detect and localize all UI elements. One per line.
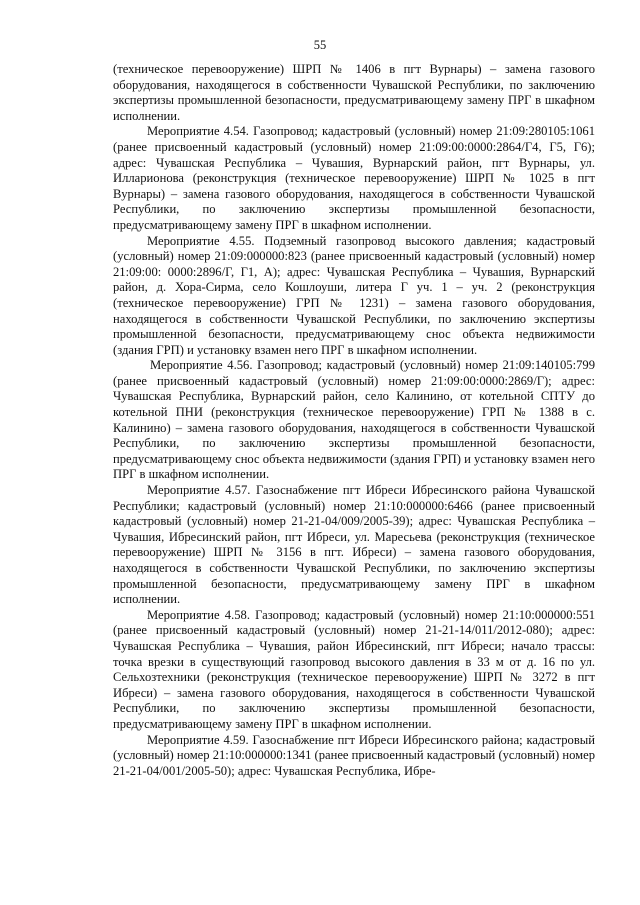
paragraph-measure-4-56: Мероприятие 4.56. Газопровод; кадастровый (условный) номер 21:09:140105:799 (ранее присвоенный кадастровый (условный) номер 21:09:00:0000:2869/Г); адрес: Чувашская Республика, Вурнарский район, село Калинино, от котельной СПТУ до котельной ПНИ (реконструкция (техническое перевооружение) ГРП № 1388 в с. Калинино) – замена газового оборудования, находящегося в собственности Чувашской Республики, по заключению экспертизы промышленной безопасности, предусматривающему снос объекта недвижимости (здания ГРП) и установку взамен него ПРГ в шкафном исполнении. <box>113 358 595 482</box>
paragraph-measure-4-58: Мероприятие 4.58. Газопровод; кадастровый (условный) номер 21:10:000000:551 (ранее присвоенный кадастровый (условный) номер 21-21-14/011/2012-080); адрес: Чувашская Республика – Чувашия, район Ибресинский, пгт Ибреси; начало трассы: точка врезки в существующий газопровод высокого давления в 33 м от д. 16 по ул. Сельхозтехники (реконструкция (техническое перевооружение) ШРП № 3272 в пгт Ибреси) – замена газового оборудования, находящегося в собственности Чувашской Республики, по заключению экспертизы промышленной безопасности, предусматривающему замену ПРГ в шкафном исполнении. <box>113 607 595 731</box>
paragraph-measure-4-54: Мероприятие 4.54. Газопровод; кадастровый (условный) номер 21:09:280105:1061 (ранее присвоенный кадастровый (условный) номер 21:09:00:0000:2864/Г4, Г5, Г6); адрес: Чувашская Республика – Чувашия, Вурнарский район, пгт Вурнары, ул. Илларионова (реконструкция (техническое перевооружение) ШРП № 1025 в пгт Вурнары) – замена газового оборудования, находящегося в собственности Чувашской Республики, по заключению экспертизы промышленной безопасности, предусматривающему замену ПРГ в шкафном исполнении. <box>113 124 595 232</box>
paragraph-measure-4-57: Мероприятие 4.57. Газоснабжение пгт Ибреси Ибресинского района Чувашской Республики; кадастровый (условный) номер 21:10:000000:6466 (ранее присвоенный кадастровый (условный) номер 21-21-04/009/2005-39); адрес: Чувашская Республика – Чувашия, Ибресинский район, пгт Ибреси, ул. Маресьева (реконструкция (техническое перевооружение) ШРП № 3156 в пгт. Ибреси) – замена газового оборудования, находящегося в собственности Чувашской Республики, по заключению экспертизы промышленной безопасности, предусматривающему замену ПРГ в шкафном исполнении. <box>113 483 595 607</box>
paragraph-continuation: (техническое перевооружение) ШРП № 1406 в пгт Вурнары) – замена газового оборудования, находящегося в собственности Чувашской Республики, по заключению экспертизы промышленной безопасности, предусматривающему замену ПРГ в шкафном исполнении. <box>113 62 595 123</box>
paragraph-measure-4-55: Мероприятие 4.55. Подземный газопровод высокого давления; кадастровый (условный) номер 21:09:000000:823 (ранее присвоенный кадастровый (условный) номер 21:09:00: 0000:2896/Г, Г1, А); адрес: Чувашская Республика – Чувашия, Вурнарский район, д. Хора-Сирма, село Кошлоуши, литера Г уч. 1 – уч. 2 (реконструкция (техническое перевооружение) ГРП № 1231) – замена газового оборудования, находящегося в собственности Чувашской Республики, по заключению экспертизы промышленной безопасности, предусматривающему снос объекта недвижимости (здания ГРП) и установку взамен него ПРГ в шкафном исполнении. <box>113 233 595 357</box>
document-body <box>113 62 595 779</box>
page-number: 55 <box>313 38 327 52</box>
paragraph-measure-4-59: Мероприятие 4.59. Газоснабжение пгт Ибреси Ибресинского района; кадастровый (условный) номер 21:10:000000:1341 (ранее присвоенный кадастровый (условный) номер 21-21-04/001/2005-50); адрес: Чувашская Республика, Ибре- <box>113 732 595 778</box>
